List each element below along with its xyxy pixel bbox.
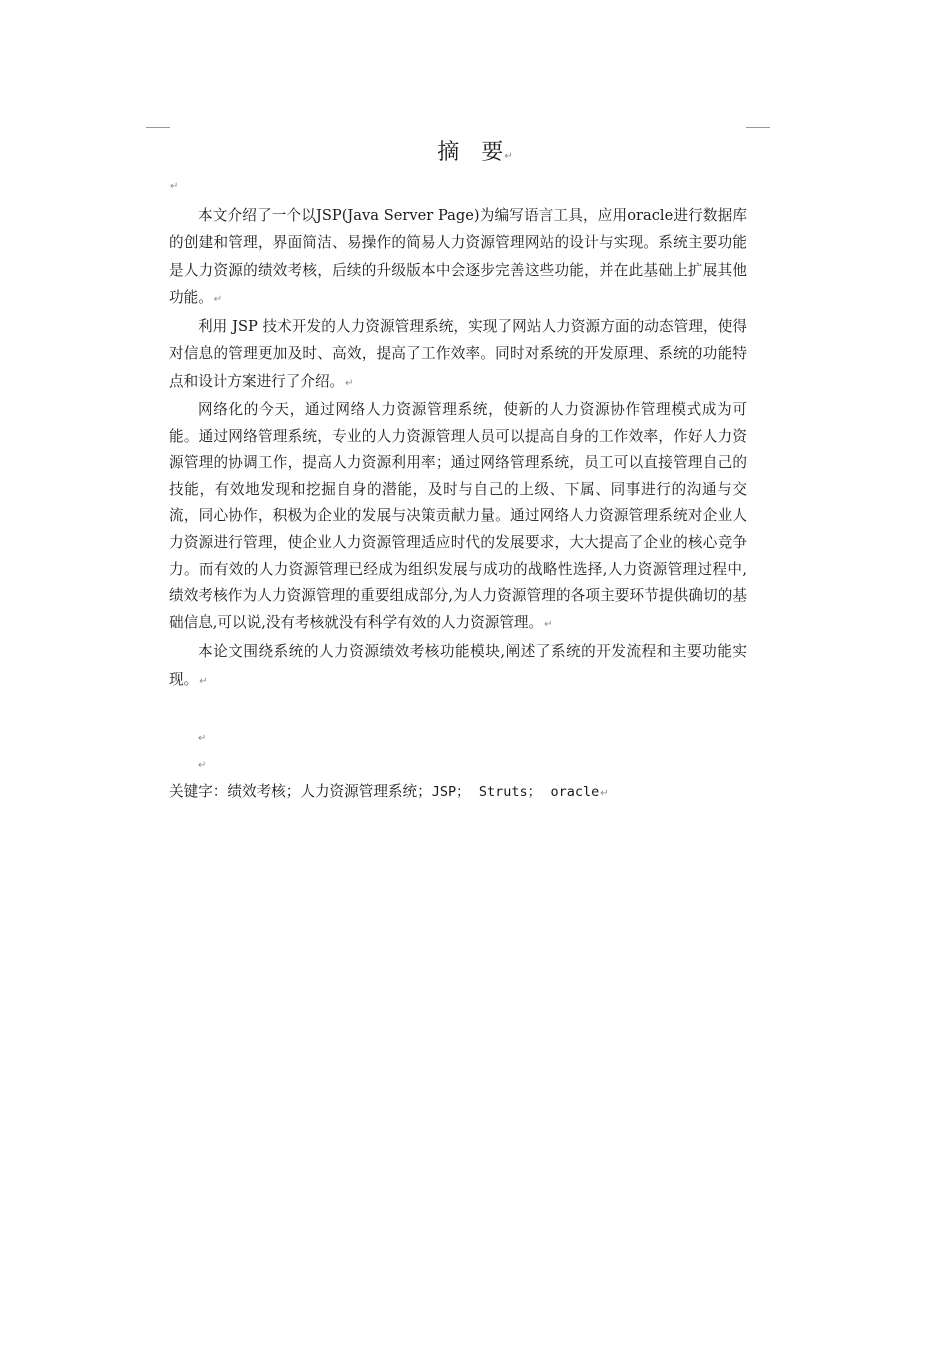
abstract-paragraph	[169, 638, 747, 695]
title-char-1: 摘	[437, 140, 460, 165]
margin-corner-mark-right	[746, 127, 770, 128]
paragraph-mark-icon: ↵	[170, 181, 179, 192]
abstract-paragraph	[169, 202, 747, 313]
paragraph-mark-icon: ↵	[213, 293, 223, 305]
paragraph-mark-icon: ↵	[544, 618, 553, 630]
paragraph-mark-icon: ↵	[600, 788, 609, 799]
keywords-line	[169, 778, 609, 808]
paragraph-text: 网络化的今天，通过网络人力资源管理系统，使新的人力资源协作管理模式成为可能。通过网络管理系统，专业的人力资源管理人员可以提高自身的工作效率，作好人力资源管理的协调工作，提高人力资源利用率；通过网络管理系统，员工可以直接管理自己的技能，有效地发现和挖掘自身的潜能，及时与自己的上级、下属、同事进行的沟通与交流，同心协作，积极为企业的发展与决策贡献力量。通过网络人力资源管理系统对企业人力资源进行管理，使企业人力资源管理适应时代的发展要求，大大提高了企业的核心竞争力。而有效的人力资源管理已经成为组织发展与成功的战略性选择,人力资源管理过程中,绩效考核作为人力资源管理的重要组成部分,为人力资源管理的各项主要环节提供确切的基础信息,可以说,没有考核就没有科学有效的人力资源管理。	[169, 401, 747, 631]
keyword-jsp: JSP；	[431, 784, 470, 800]
page-title	[0, 138, 950, 172]
paragraph-mark-icon: ↵	[199, 675, 208, 687]
paragraph-mark-icon: ↵	[345, 377, 354, 389]
paragraph-text: 本论文围绕系统的人力资源绩效考核功能模块,阐述了系统的开发流程和主要功能实现。	[169, 643, 747, 688]
keyword-oracle: oracle	[550, 784, 600, 800]
paragraph-mark-icon: ↵	[198, 733, 207, 744]
paragraph-text: 本文介绍了一个以JSP(Java Server Page)为编写语言工具，应用oracle进行数据库的创建和管理，界面简洁、易操作的简易人力资源管理网站的设计与实现。系统主要功能是人力资源的绩效考核，后续的升级版本中会逐步完善这些功能，并在此基础上扩展其他功能。	[169, 207, 747, 306]
paragraph-text: 利用 JSP 技术开发的人力资源管理系统，实现了网站人力资源方面的动态管理，使得对信息的管理更加及时、高效，提高了工作效率。同时对系统的开发原理、系统的功能特点和设计方案进行了介绍。	[169, 318, 747, 390]
abstract-paragraph	[169, 313, 747, 397]
margin-corner-mark-left	[146, 127, 170, 128]
keyword-struts: Struts；	[478, 784, 542, 800]
keywords-label: 关键字：绩效考核；人力资源管理系统；	[169, 783, 432, 800]
paragraph-mark-icon: ↵	[504, 151, 513, 162]
title-char-2: 要	[481, 140, 504, 165]
paragraph-mark-icon: ↵	[198, 760, 207, 771]
abstract-paragraph	[169, 397, 747, 638]
abstract-body	[169, 202, 747, 695]
